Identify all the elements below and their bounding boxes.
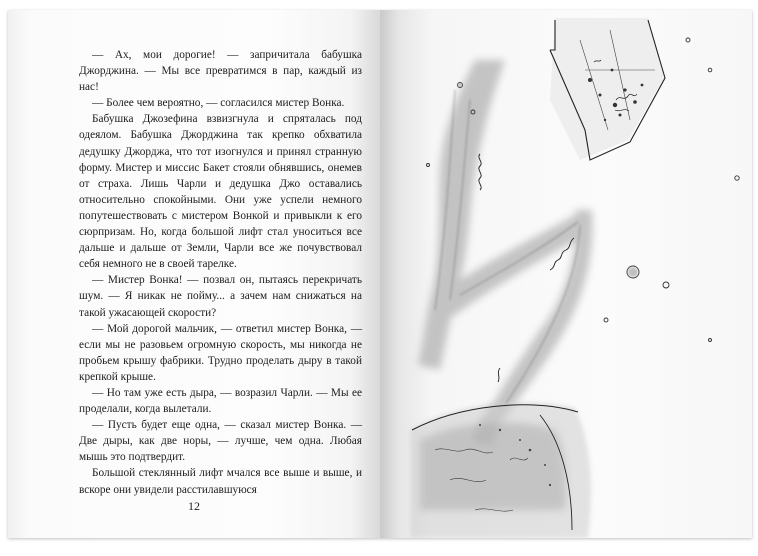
page-number: 12	[188, 499, 200, 513]
left-page	[8, 10, 380, 538]
paragraph: Бабушка Джозефина взвизгнула и спряталась под одеялом. Бабушка Джорджина так крепко обхватила дедушку Джорджа, что тот изогнулся и принял странную форму. Мистер и миссис Бакет стояли обнявшись, онемев от страха. Лишь Чарли и дедушка Джо оставались относительно спокойными. Они уже успели немного попутешествовать с мистером Вонкой и привыкли к его сюрпризам. Но, когда большой лифт стал уноситься все дальше и дальше от Земли, Чарли все же почувствовал себя немного не в своей тарелке.	[79, 113, 362, 271]
paragraph: — Ах, мои дорогие! — запричитала бабушка Джорджина. — Мы все превратимся в пар, каждый из нас!	[79, 49, 362, 94]
paragraph: Большой стеклянный лифт мчался все выше и выше, и вскоре они увидели расстилавшуюся	[79, 467, 362, 496]
page-text	[79, 47, 362, 498]
paragraph: — Мой дорогой мальчик, — ответил мистер Вонка, — если мы не разовьем огромную скорость, мы никогда не пробьем крышу фабрики. Трудно проделать дыру в такой крепкой крыше.	[79, 322, 362, 383]
earth-globe	[410, 402, 591, 538]
book-spread	[8, 10, 752, 538]
paragraph: — Пусть будет еще одна, — сказал мистер Вонка. — Две дыры, как две норы, — лучше, чем одна. Любая мышь это подтвердит.	[79, 419, 362, 464]
right-page	[380, 10, 752, 538]
glass-elevator	[550, 18, 665, 160]
elevator-illustration	[380, 10, 752, 538]
paragraph: — Но там уже есть дыра, — возразил Чарли. — Мы ее проделали, когда вылетали.	[79, 386, 362, 416]
paragraph: — Более чем вероятно, — согласился мистер Вонка.	[92, 97, 345, 110]
paragraph: — Мистер Вонка! — позвал он, пытаясь перекричать шум. — Я никак не пойму... а зачем нам снижаться на такой ужасающей скорости?	[79, 274, 362, 319]
